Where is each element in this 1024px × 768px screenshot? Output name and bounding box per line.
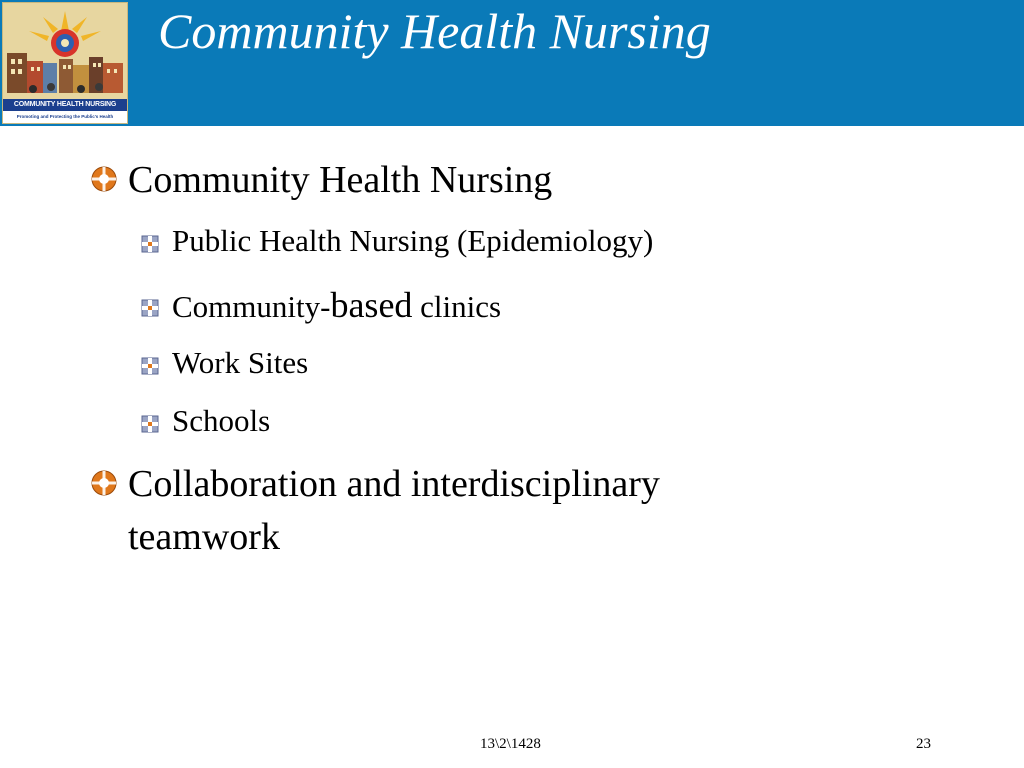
title-bar [0, 0, 1024, 128]
sub-list-item: Schools [172, 403, 271, 438]
sub-list-item-prefix: Community- [172, 289, 331, 324]
square-bullet-icon [141, 235, 159, 253]
logo-band-text: COMMUNITY HEALTH NURSING [3, 99, 127, 111]
square-bullet-icon [141, 299, 159, 317]
header-divider [0, 126, 1024, 129]
slide-title: Community Health Nursing [158, 3, 711, 59]
community-health-nursing-logo [2, 2, 128, 124]
orange-circle-bullet-icon [90, 165, 118, 193]
list-item: Community Health Nursing [128, 159, 553, 201]
logo-tagline: Promoting and Protecting the Public's Health [3, 111, 127, 123]
sub-list-item: Work Sites [172, 345, 309, 380]
orange-circle-bullet-icon [90, 469, 118, 497]
logo-illustration [3, 3, 127, 99]
square-bullet-icon [141, 415, 159, 433]
sub-list-item [172, 285, 501, 327]
sub-list-item-emphasis: based [330, 285, 413, 325]
square-bullet-icon [141, 357, 159, 375]
list-item: Collaboration and interdisciplinary teamwork [128, 463, 660, 558]
slide-number: 23 [916, 736, 931, 752]
sub-list-item: Public Health Nursing (Epidemiology) [172, 223, 654, 258]
sub-list-item-suffix: clinics [412, 289, 502, 324]
footer-date: 13\2\1428 [480, 736, 541, 752]
